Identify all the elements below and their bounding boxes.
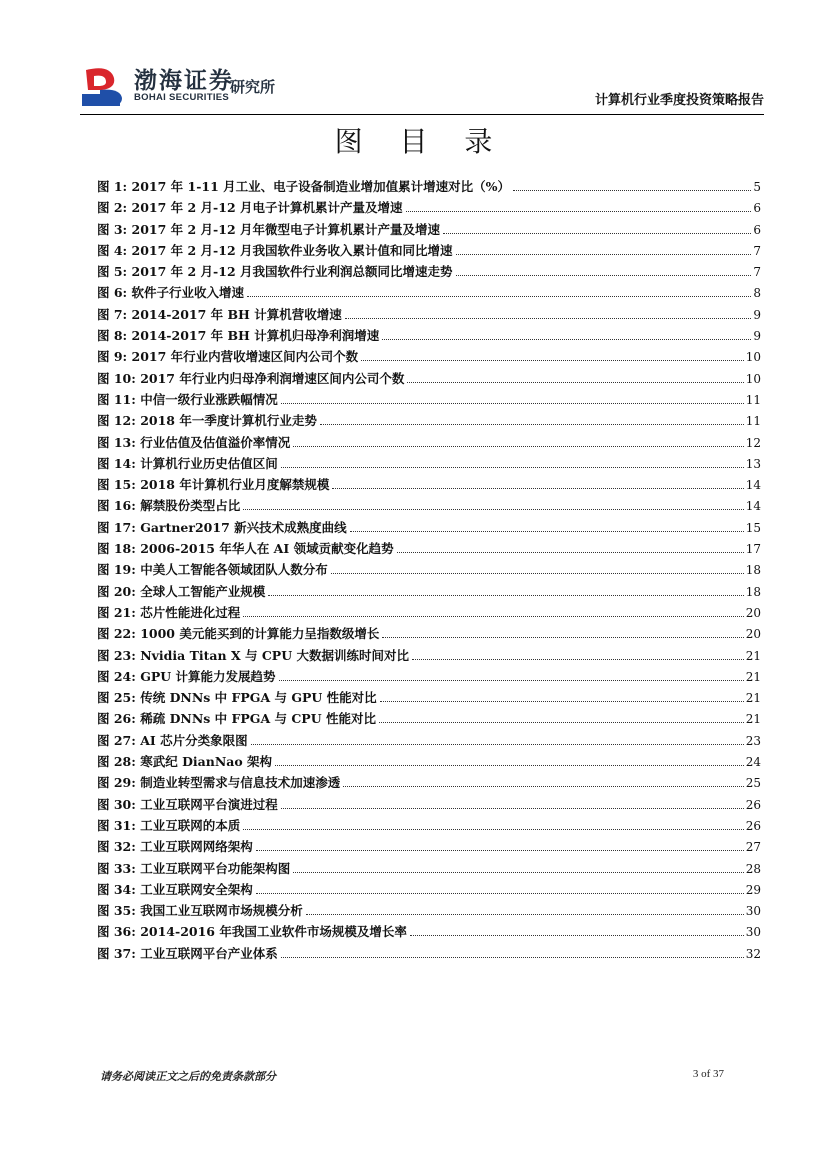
toc-entry-page: 11 bbox=[745, 392, 761, 407]
toc-entry[interactable] bbox=[97, 369, 761, 390]
toc-entry[interactable] bbox=[97, 922, 761, 943]
toc-leader-dots bbox=[243, 616, 744, 617]
toc-leader-dots bbox=[406, 211, 752, 212]
toc-entry[interactable] bbox=[97, 624, 761, 645]
toc-entry-label: 图 21: 芯片性能进化过程 bbox=[97, 604, 241, 620]
toc-entry[interactable] bbox=[97, 859, 761, 880]
toc-entry-page: 13 bbox=[745, 456, 761, 471]
toc-entry[interactable] bbox=[97, 667, 761, 688]
toc-leader-dots bbox=[243, 509, 744, 510]
toc-entry-page: 17 bbox=[745, 542, 761, 557]
toc-entry-page: 6 bbox=[753, 222, 761, 237]
toc-entry[interactable] bbox=[97, 262, 761, 283]
toc-entry-page: 25 bbox=[745, 776, 761, 791]
toc-entry-label: 图 32: 工业互联网网络架构 bbox=[97, 839, 253, 855]
figure-list bbox=[97, 177, 761, 965]
company-name-cn: 渤海证券 bbox=[134, 68, 234, 94]
toc-entry[interactable] bbox=[97, 560, 761, 581]
toc-entry-page: 14 bbox=[745, 499, 761, 514]
toc-entry-label: 图 1: 2017 年 1-11 月工业、电子设备制造业增加值累计增速对比（%） bbox=[97, 179, 511, 194]
toc-leader-dots bbox=[361, 360, 744, 361]
toc-leader-dots bbox=[256, 893, 744, 894]
toc-entry[interactable] bbox=[97, 454, 761, 475]
toc-entry[interactable] bbox=[97, 390, 761, 411]
toc-entry[interactable] bbox=[97, 944, 761, 965]
toc-entry-label: 图 30: 工业互联网平台演进过程 bbox=[97, 796, 278, 812]
header-divider bbox=[80, 114, 764, 115]
page-header bbox=[80, 58, 764, 114]
toc-entry[interactable] bbox=[97, 326, 761, 347]
toc-entry-label: 图 27: AI 芯片分类象限图 bbox=[97, 732, 248, 748]
toc-entry-page: 6 bbox=[753, 201, 761, 216]
toc-leader-dots bbox=[243, 829, 744, 830]
toc-entry-label: 图 6: 软件子行业收入增速 bbox=[97, 285, 245, 301]
toc-entry-label: 图 35: 我国工业互联网市场规模分析 bbox=[97, 903, 303, 919]
toc-entry[interactable] bbox=[97, 305, 761, 326]
toc-leader-dots bbox=[268, 595, 744, 596]
toc-entry[interactable] bbox=[97, 220, 761, 241]
toc-entry-page: 10 bbox=[745, 371, 761, 386]
toc-entry[interactable] bbox=[97, 347, 761, 368]
toc-entry[interactable] bbox=[97, 539, 761, 560]
toc-leader-dots bbox=[247, 296, 751, 297]
toc-entry-label: 图 19: 中美人工智能各领域团队人数分布 bbox=[97, 562, 328, 578]
toc-entry-page: 9 bbox=[753, 307, 761, 322]
toc-entry-page: 26 bbox=[745, 797, 761, 812]
report-title: 计算机行业季度投资策略报告 bbox=[594, 93, 764, 108]
toc-entry-page: 11 bbox=[745, 414, 761, 429]
toc-entry[interactable] bbox=[97, 518, 761, 539]
toc-entry-page: 21 bbox=[745, 648, 761, 663]
toc-leader-dots bbox=[281, 403, 744, 404]
disclaimer-note: 请务必阅读正文之后的免责条款部分 bbox=[100, 1070, 276, 1083]
toc-entry-page: 15 bbox=[745, 520, 761, 535]
toc-leader-dots bbox=[279, 680, 744, 681]
toc-leader-dots bbox=[320, 424, 744, 425]
toc-entry-page: 26 bbox=[745, 818, 761, 833]
toc-entry-page: 7 bbox=[753, 265, 761, 280]
toc-leader-dots bbox=[456, 275, 752, 276]
toc-entry[interactable] bbox=[97, 475, 761, 496]
toc-entry-label: 图 10: 2017 年行业内归母净利润增速区间内公司个数 bbox=[97, 370, 405, 386]
toc-entry-label: 图 29: 制造业转型需求与信息技术加速渗透 bbox=[97, 775, 341, 791]
toc-entry[interactable] bbox=[97, 198, 761, 219]
toc-entry-label: 图 28: 寒武纪 DianNao 架构 bbox=[97, 754, 273, 770]
toc-entry-page: 12 bbox=[745, 435, 761, 450]
toc-leader-dots bbox=[306, 914, 744, 915]
toc-entry-label: 图 7: 2014-2017 年 BH 计算机营收增速 bbox=[97, 306, 342, 322]
toc-entry[interactable] bbox=[97, 646, 761, 667]
toc-entry-label: 图 26: 稀疏 DNNs 中 FPGA 与 CPU 性能对比 bbox=[97, 711, 376, 727]
toc-leader-dots bbox=[412, 659, 744, 660]
toc-leader-dots bbox=[456, 254, 752, 255]
toc-leader-dots bbox=[256, 850, 744, 851]
page-number: 3 of 37 bbox=[692, 1068, 724, 1080]
toc-entry[interactable] bbox=[97, 177, 761, 198]
toc-leader-dots bbox=[281, 808, 744, 809]
toc-entry-label: 图 17: Gartner2017 新兴技术成熟度曲线 bbox=[97, 519, 347, 535]
research-institute-label: 研究所 bbox=[230, 78, 276, 96]
toc-entry-label: 图 13: 行业估值及估值溢价率情况 bbox=[97, 434, 291, 450]
toc-entry-label: 图 33: 工业互联网平台功能架构图 bbox=[97, 860, 291, 876]
toc-entry-page: 7 bbox=[753, 243, 761, 258]
toc-entry[interactable] bbox=[97, 901, 761, 922]
toc-entry-page: 30 bbox=[745, 925, 761, 940]
toc-entry[interactable] bbox=[97, 433, 761, 454]
toc-entry-page: 5 bbox=[753, 180, 761, 194]
toc-leader-dots bbox=[397, 552, 744, 553]
toc-entry-label: 图 11: 中信一级行业涨跌幅情况 bbox=[97, 391, 278, 407]
toc-leader-dots bbox=[513, 190, 751, 191]
toc-entry-page: 24 bbox=[745, 755, 761, 770]
toc-entry[interactable] bbox=[97, 496, 761, 517]
toc-entry[interactable] bbox=[97, 688, 761, 709]
toc-leader-dots bbox=[331, 573, 744, 574]
toc-entry-page: 28 bbox=[745, 861, 761, 876]
toc-entry-page: 32 bbox=[745, 946, 761, 961]
toc-entry-page: 27 bbox=[745, 840, 761, 855]
toc-leader-dots bbox=[350, 531, 744, 532]
toc-entry[interactable] bbox=[97, 816, 761, 837]
toc-entry-page: 18 bbox=[745, 584, 761, 599]
toc-entry-label: 图 22: 1000 美元能买到的计算能力呈指数级增长 bbox=[97, 626, 380, 642]
toc-leader-dots bbox=[275, 765, 744, 766]
toc-entry-label: 图 24: GPU 计算能力发展趋势 bbox=[97, 668, 276, 684]
toc-entry-label: 图 25: 传统 DNNs 中 FPGA 与 GPU 性能对比 bbox=[97, 690, 377, 706]
toc-title: 图 目 录 bbox=[334, 125, 507, 158]
toc-leader-dots bbox=[382, 637, 743, 638]
toc-leader-dots bbox=[407, 382, 743, 383]
page-footer bbox=[80, 1068, 764, 1088]
toc-leader-dots bbox=[281, 467, 744, 468]
toc-entry[interactable] bbox=[97, 795, 761, 816]
toc-leader-dots bbox=[281, 957, 744, 958]
toc-entry-label: 图 4: 2017 年 2 月-12 月我国软件业务收入累计值和同比增速 bbox=[97, 242, 453, 258]
toc-leader-dots bbox=[380, 701, 744, 702]
toc-entry-label: 图 31: 工业互联网的本质 bbox=[97, 817, 241, 833]
toc-entry[interactable] bbox=[97, 773, 761, 794]
toc-entry-label: 图 16: 解禁股份类型占比 bbox=[97, 498, 241, 514]
toc-entry[interactable] bbox=[97, 837, 761, 858]
toc-entry[interactable] bbox=[97, 709, 761, 730]
toc-entry[interactable] bbox=[97, 241, 761, 262]
toc-entry[interactable] bbox=[97, 411, 761, 432]
toc-entry-page: 20 bbox=[745, 605, 761, 620]
toc-entry-label: 图 12: 2018 年一季度计算机行业走势 bbox=[97, 413, 317, 429]
toc-leader-dots bbox=[443, 233, 751, 234]
toc-entry[interactable] bbox=[97, 731, 761, 752]
toc-entry-label: 图 36: 2014-2016 年我国工业软件市场规模及增长率 bbox=[97, 924, 407, 940]
toc-entry-page: 29 bbox=[745, 882, 761, 897]
toc-entry-page: 10 bbox=[745, 350, 761, 365]
toc-entry-label: 图 18: 2006-2015 年华人在 AI 领域贡献变化趋势 bbox=[97, 541, 394, 557]
company-name-en: BOHAI SECURITIES bbox=[134, 92, 230, 103]
toc-entry-label: 图 15: 2018 年计算机行业月度解禁规模 bbox=[97, 477, 330, 493]
toc-entry-page: 9 bbox=[753, 329, 761, 344]
toc-leader-dots bbox=[410, 935, 744, 936]
toc-entry-label: 图 9: 2017 年行业内营收增速区间内公司个数 bbox=[97, 349, 359, 365]
toc-entry[interactable] bbox=[97, 283, 761, 304]
toc-entry-page: 21 bbox=[745, 691, 761, 706]
bohai-logo-icon bbox=[80, 64, 126, 110]
toc-entry-label: 图 37: 工业互联网平台产业体系 bbox=[97, 945, 278, 961]
toc-entry-page: 23 bbox=[745, 733, 761, 748]
toc-leader-dots bbox=[332, 488, 743, 489]
toc-leader-dots bbox=[343, 786, 744, 787]
toc-entry[interactable] bbox=[97, 603, 761, 624]
toc-entry-label: 图 8: 2014-2017 年 BH 计算机归母净利润增速 bbox=[97, 328, 380, 344]
toc-entry-page: 30 bbox=[745, 904, 761, 919]
toc-entry-page: 18 bbox=[745, 563, 761, 578]
toc-entry-page: 14 bbox=[745, 478, 761, 493]
toc-entry-label: 图 20: 全球人工智能产业规模 bbox=[97, 583, 266, 599]
toc-entry-label: 图 3: 2017 年 2 月-12 月年微型电子计算机累计产量及增速 bbox=[97, 221, 440, 237]
toc-leader-dots bbox=[293, 446, 744, 447]
toc-entry-label: 图 5: 2017 年 2 月-12 月我国软件行业利润总额同比增速走势 bbox=[97, 264, 453, 280]
toc-entry[interactable] bbox=[97, 752, 761, 773]
toc-leader-dots bbox=[293, 872, 744, 873]
toc-entry-label: 图 2: 2017 年 2 月-12 月电子计算机累计产量及增速 bbox=[97, 200, 403, 216]
toc-entry-page: 8 bbox=[753, 286, 761, 301]
toc-entry-label: 图 34: 工业互联网安全架构 bbox=[97, 881, 253, 897]
toc-entry-label: 图 23: Nvidia Titan X 与 CPU 大数据训练时间对比 bbox=[97, 647, 409, 663]
toc-leader-dots bbox=[345, 318, 752, 319]
toc-entry-page: 20 bbox=[745, 627, 761, 642]
toc-entry-page: 21 bbox=[745, 712, 761, 727]
toc-entry[interactable] bbox=[97, 880, 761, 901]
toc-leader-dots bbox=[251, 744, 744, 745]
toc-entry-page: 21 bbox=[745, 669, 761, 684]
toc-entry-label: 图 14: 计算机行业历史估值区间 bbox=[97, 455, 278, 471]
toc-leader-dots bbox=[379, 722, 744, 723]
toc-leader-dots bbox=[382, 339, 751, 340]
toc-entry[interactable] bbox=[97, 582, 761, 603]
